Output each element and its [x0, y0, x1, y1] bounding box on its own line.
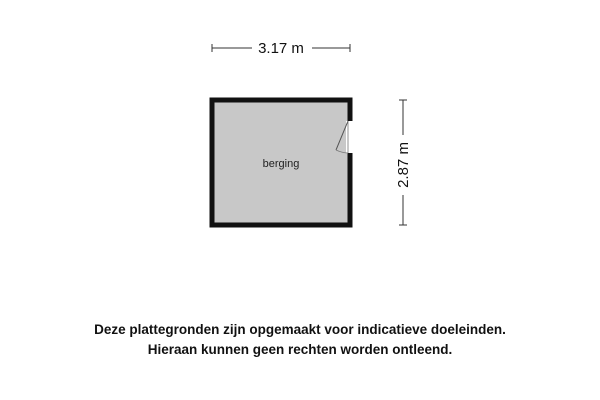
width-label: 3.17 m — [258, 40, 304, 57]
width-dimension — [212, 40, 350, 57]
door-opening — [346, 121, 354, 153]
room-berging — [212, 100, 354, 225]
height-dimension — [395, 100, 412, 225]
height-label: 2.87 m — [395, 142, 412, 188]
disclaimer-line-2: Hieraan kunnen geen rechten worden ontleend. — [147, 342, 453, 357]
room-label: berging — [262, 158, 300, 170]
disclaimer — [0, 320, 600, 360]
disclaimer-line-1: Deze plattegronden zijn opgemaakt voor indicatieve doeleinden. — [94, 322, 506, 337]
